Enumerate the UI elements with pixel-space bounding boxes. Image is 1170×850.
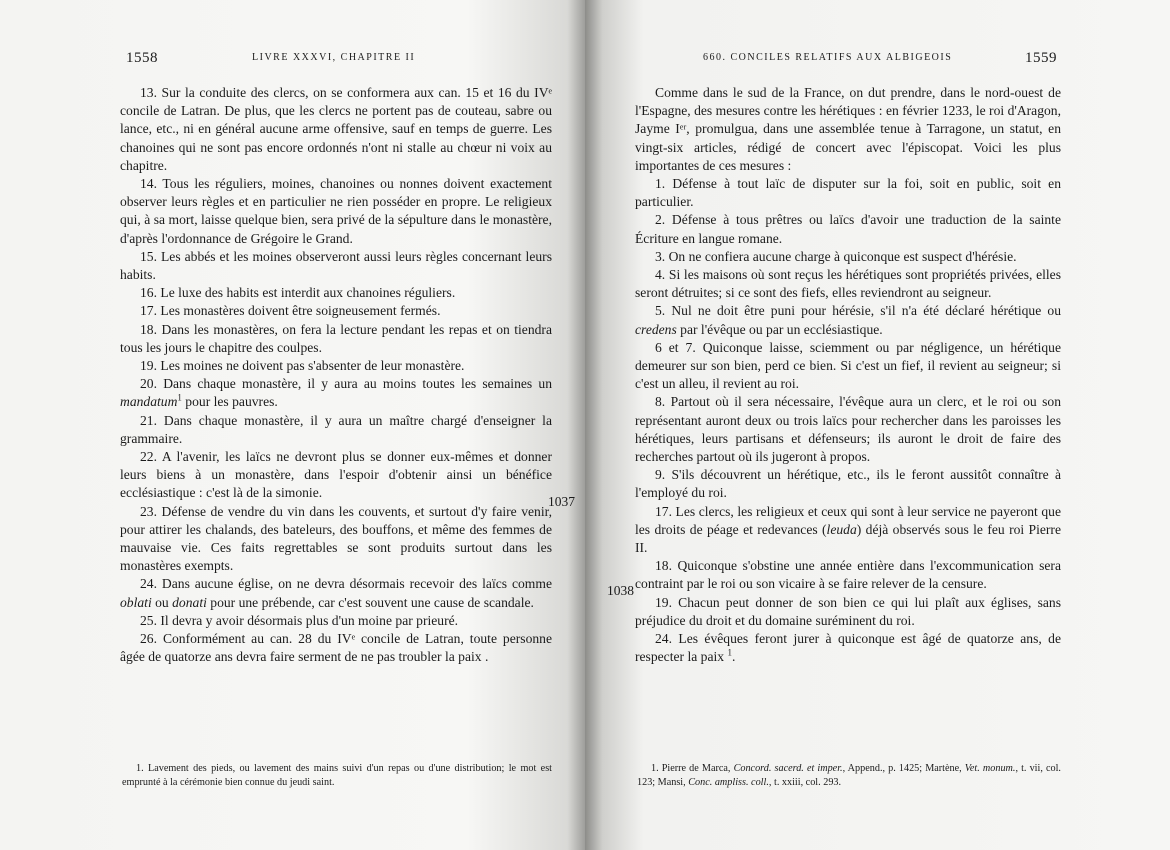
left-paragraph: 17. Les monastères doivent être soigneusement fermés.: [140, 303, 441, 319]
italic-term: credens: [635, 321, 677, 337]
text-run: 24. Dans aucune église, on ne devra désormais recevoir des laïcs comme: [140, 576, 552, 592]
left-page-number: 1558: [126, 50, 158, 66]
text-run: , t. xxiii, col. 293.: [768, 777, 842, 788]
text-run: ou: [151, 594, 173, 610]
right-paragraph: Comme dans le sud de la France, on dut prendre, dans le nord-ouest de l'Espagne, des mesures contre les hérétiques : en février 1233, le roi d'Aragon, Jayme Iᵉʳ, promulgua, dans une assemblée tenue à Tarragone, un statut, en vingt-six articles, rédigé de concert avec l'épiscopat. Voici les plus importantes de ces mesures :: [635, 85, 1061, 173]
left-paragraph: 14. Tous les réguliers, moines, chanoines ou nonnes doivent exactement observer leurs règles et en particulier ne rien posséder en propre. Le religieux qui, à sa mort, laisse quelque bien, sera privé de la sépulture dans le monastère, d'après l'ordonnance de Grégoire le Grand.: [120, 176, 552, 246]
right-paragraph-24: [635, 630, 1061, 666]
italic-title: Concord. sacerd. et imper.: [733, 763, 843, 774]
footnote-text: [637, 762, 1061, 790]
left-body: [120, 84, 552, 667]
footnote-ref: 1: [727, 647, 732, 658]
text-run: 20. Dans chaque monastère, il y aura au moins toutes les semaines un: [140, 376, 552, 392]
left-paragraph-20: [120, 375, 552, 411]
left-paragraph: 19. Les moines ne doivent pas s'absenter de leur monastère.: [140, 358, 465, 374]
text-run: , Append., p. 1425; Martène,: [842, 763, 965, 774]
text-run: 24. Les évêques feront jurer à quiconque est âgé de quatorze ans, de respecter la paix: [635, 631, 1061, 665]
right-paragraph: 4. Si les maisons où sont reçus les hérétiques sont propriétés privées, elles seront détruites; si ce sont des fiefs, elles reviendront au seigneur.: [635, 267, 1061, 301]
left-paragraph: 16. Le luxe des habits est interdit aux chanoines réguliers.: [140, 285, 456, 301]
right-running-head: 660. CONCILES RELATIFS AUX ALBIGEOIS: [703, 52, 953, 63]
right-page: [585, 0, 1170, 850]
text-run: ) déjà observés sous le feu roi Pierre II.: [635, 521, 1061, 556]
text-run: pour une prébende, car c'est souvent une cause de scandale.: [206, 594, 534, 610]
right-paragraph: 1. Défense à tout laïc de disputer sur la foi, soit en public, soit en particulier.: [635, 176, 1061, 210]
right-paragraph: 6 et 7. Quiconque laisse, sciemment ou par négligence, un hérétique demeurer sur son bien, perd ce bien. Si c'est un fief, il revient au seigneur; si c'est un alleu, il revient au roi.: [635, 339, 1061, 392]
italic-term: oblati: [120, 594, 152, 610]
left-margin-number: 1037: [548, 494, 575, 509]
footnote-ref: 1: [177, 392, 182, 403]
italic-term: mandatum: [120, 394, 178, 410]
footnote-text: 1. Lavement des pieds, ou lavement des mains suivi d'un repas ou d'une distribution; le mot est emprunté à la cérémonie bien connue du jeudi saint.: [122, 763, 552, 788]
right-body: [635, 84, 1061, 667]
right-footnote: [637, 762, 1061, 790]
italic-title: Vet. monum.: [964, 763, 1016, 774]
left-paragraph: 22. A l'avenir, les laïcs ne devront plus se donner eux-mêmes et donner leurs biens à un monastère, dans l'espoir d'obtenir ainsi un bénéfice ecclésiastique : c'est là de la simonie.: [120, 449, 552, 501]
right-margin-number: 1038: [607, 583, 634, 598]
left-paragraph: 26. Conformément au can. 28 du IVᵉ concile de Latran, toute personne âgée de quatorze ans devra faire serment de ne pas troubler la paix .: [120, 631, 552, 665]
text-run: , t. vii, col. 123; Mansi,: [637, 763, 1061, 788]
italic-term: leuda: [826, 521, 857, 537]
right-paragraph-17: [635, 503, 1061, 558]
left-paragraph-24: [120, 575, 552, 611]
right-paragraph-5: [635, 302, 1061, 338]
right-paragraph: 19. Chacun peut donner de son bien ce qui lui plaît aux églises, sans préjudice du droit et du domaine suréminent du roi.: [635, 594, 1061, 628]
left-running-head: LIVRE XXXVI, CHAPITRE II: [252, 52, 416, 63]
right-paragraph: 8. Partout où il sera nécessaire, l'évêque aura un clerc, et le roi ou son représentant auront deux ou trois laïcs pour rechercher dans les paroisses les hérétiques, leurs partisans et défenseurs; ils auront le droit de faire des recherches partout où ils jugeront à propos.: [635, 394, 1061, 465]
left-footnote: [122, 762, 552, 790]
text-run: pour les pauvres.: [181, 394, 278, 410]
text-run: 1. Pierre de Marca,: [651, 763, 734, 774]
right-paragraph: 9. S'ils découvrent un hérétique, etc., ils le feront aussitôt connaître à l'employé du roi.: [635, 467, 1061, 501]
left-paragraph: 13. Sur la conduite des clercs, on se conformera aux can. 15 et 16 du IVᵉ concile de Latran. De plus, que les clercs ne portent pas de couteau, sabre ou lance, etc., ni en général aucune arme offensive, sauf en temps de guerre. Les chanoines qui ne sont pas encore ordonnés n'ont ni stalle au chœur ni voix au chapitre.: [120, 85, 552, 173]
left-paragraph: 15. Les abbés et les moines observeront aussi leurs règles concernant leurs habits.: [120, 248, 552, 283]
right-paragraph: 2. Défense à tous prêtres ou laïcs d'avoir une traduction de la sainte Écriture en langue romane.: [635, 212, 1061, 246]
left-paragraph: 21. Dans chaque monastère, il y aura un maître chargé d'enseigner la grammaire.: [120, 412, 552, 446]
text-run: 17. Les clercs, les religieux et ceux qui sont à leur service ne payeront que les droits de péage et redevances (: [635, 503, 1061, 537]
right-page-number: 1559: [1025, 50, 1057, 66]
right-paragraph: 3. On ne confiera aucune charge à quiconque est suspect d'hérésie.: [655, 248, 1017, 264]
left-paragraph: 25. Il devra y avoir désormais plus d'un moine par prieuré.: [140, 612, 459, 628]
italic-term: donati: [172, 594, 207, 610]
text-run: par l'évêque ou par un ecclésiastique.: [676, 321, 883, 337]
italic-title: Conc. ampliss. coll.: [688, 777, 769, 788]
left-paragraph: 18. Dans les monastères, on fera la lecture pendant les repas et on tiendra tous les jours le chapitre des coulpes.: [120, 321, 552, 355]
right-paragraph: 18. Quiconque s'obstine une année entière dans l'excommunication sera contraint par le roi ou son vicaire à se faire relever de la censure.: [635, 558, 1061, 592]
text-run: 5. Nul ne doit être puni pour hérésie, s'il n'a été déclaré hérétique ou: [655, 303, 1061, 319]
text-run: .: [731, 649, 736, 665]
left-paragraph: 23. Défense de vendre du vin dans les couvents, et surtout d'y faire venir, pour attirer les chalands, des bateleurs, des bouffons, et même des femmes de mauvaise vie. Ces faits regrettables se sont produits surtout dans les monastères exempts.: [120, 503, 552, 574]
